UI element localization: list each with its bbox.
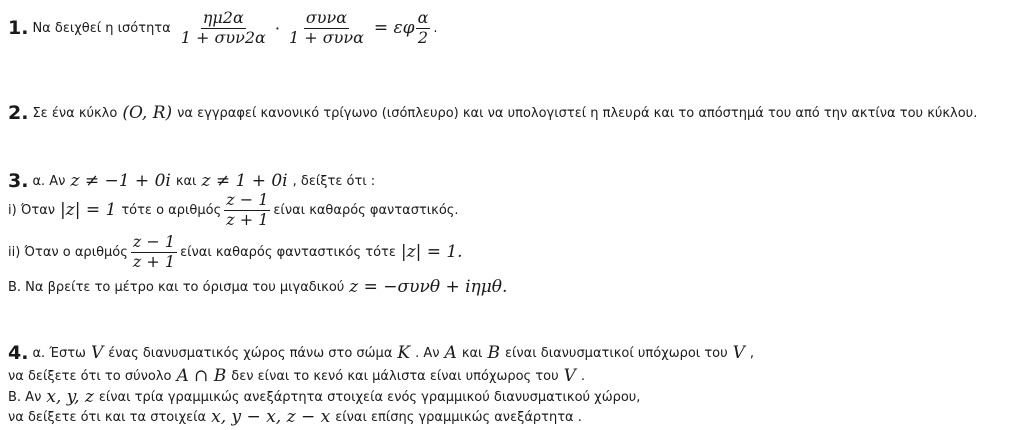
numerator: z − 1 [226,190,269,209]
math-expression: A ∩ B [176,366,227,386]
question-3-line-1 [8,170,375,192]
denominator: 2 [417,27,429,47]
question-text: να δείξετε ότι το σύνολο [8,368,172,384]
question-text: . Αν [415,345,440,361]
math-expression: V [90,343,104,363]
math-expression: |z| = 1. [400,242,463,263]
question-3-line-4 [8,277,512,297]
question-text: να δείξετε ότι και τα στοιχεία [8,409,207,425]
math-expression: B [487,343,500,363]
math-expression: z ≠ −1 + 0i [70,171,171,191]
numerator: ημ2α [202,8,244,27]
question-text: i) Όταν [8,202,56,218]
question-4-line-1 [8,342,754,364]
question-number: 2. [8,102,29,124]
question-3-line-2 [8,192,459,229]
denominator: 1 + συν2α [180,27,266,47]
fraction [224,192,270,229]
math-expression: z = −συνθ + iημθ. [349,277,508,297]
math-expression: K [397,343,411,363]
math-expression: V [563,366,576,386]
fraction [287,10,366,47]
question-text: είναι καθαρός φανταστικός. [273,202,459,218]
math-expression: A [444,343,457,363]
question-text: Β. Αν [8,389,42,405]
question-text: ένας διανυσματικός χώρος πάνω στο σώμα [108,345,393,361]
question-text: Β. Να βρείτε το μέτρο και το όρισμα του μιγαδικού [8,279,345,295]
question-4-line-3 [8,387,640,407]
punctuation: , [749,345,755,361]
question-2 [8,102,977,124]
denominator: 1 + συνα [288,27,364,47]
question-text: α. Έστω [32,345,86,361]
numerator: z − 1 [132,232,176,251]
question-text: είναι διανυσματικοί υπόχωροι του [504,345,728,361]
question-text: , δείξτε ότι : [292,173,376,189]
question-text: είναι καθαρός φανταστικός τότε [180,244,396,260]
question-4-line-2 [8,366,585,386]
question-3-line-3 [8,234,468,271]
question-text: και [175,173,197,189]
question-text: είναι επίσης γραμμικώς ανεξάρτητα . [335,409,582,425]
math-expression: x, y, z [46,387,94,407]
question-number: 3. [8,170,29,192]
math-operator: · [274,18,280,38]
math-expression: x, y − x, z − x [211,407,331,427]
punctuation: . [580,368,586,384]
numerator: συνα [305,8,347,27]
math-expression: |z| = 1 [60,200,117,221]
question-text: τότε ο αριθμός [121,202,222,218]
question-text: είναι τρία γραμμικώς ανεξάρτητα στοιχεία ενός γραμμικού διανυσματικού χώρου, [98,389,641,405]
question-text: ii) Όταν ο αριθμός [8,244,128,260]
math-expression: (O, R) [122,103,173,123]
fraction [131,234,177,271]
denominator: z + 1 [132,251,176,271]
fraction [179,10,268,47]
numerator: α [417,8,429,27]
question-text: δεν είναι το κενό και μάλιστα είναι υπόχωρος του [231,368,559,384]
question-text: Να δειχθεί η ισότητα [32,20,171,36]
punctuation: . [433,20,438,36]
question-number: 4. [8,342,29,364]
question-text: να εγγραφεί κανονικό τρίγωνο (ισόπλευρο) και να υπολογιστεί η πλευρά και το απόστημά του από την ακτίνα του κύκλου. [177,105,978,121]
question-1 [8,10,438,47]
math-expression: V [732,343,745,363]
question-number: 1. [8,17,29,40]
question-4-line-4 [8,407,582,427]
question-text: Σε ένα κύκλο [32,105,118,121]
denominator: z + 1 [226,209,269,229]
fraction [416,10,431,47]
math-expression: z ≠ 1 + 0i [201,171,288,191]
question-text: α. Αν [32,173,66,189]
question-text: και [461,345,483,361]
math-expression: = εφ [373,18,415,39]
